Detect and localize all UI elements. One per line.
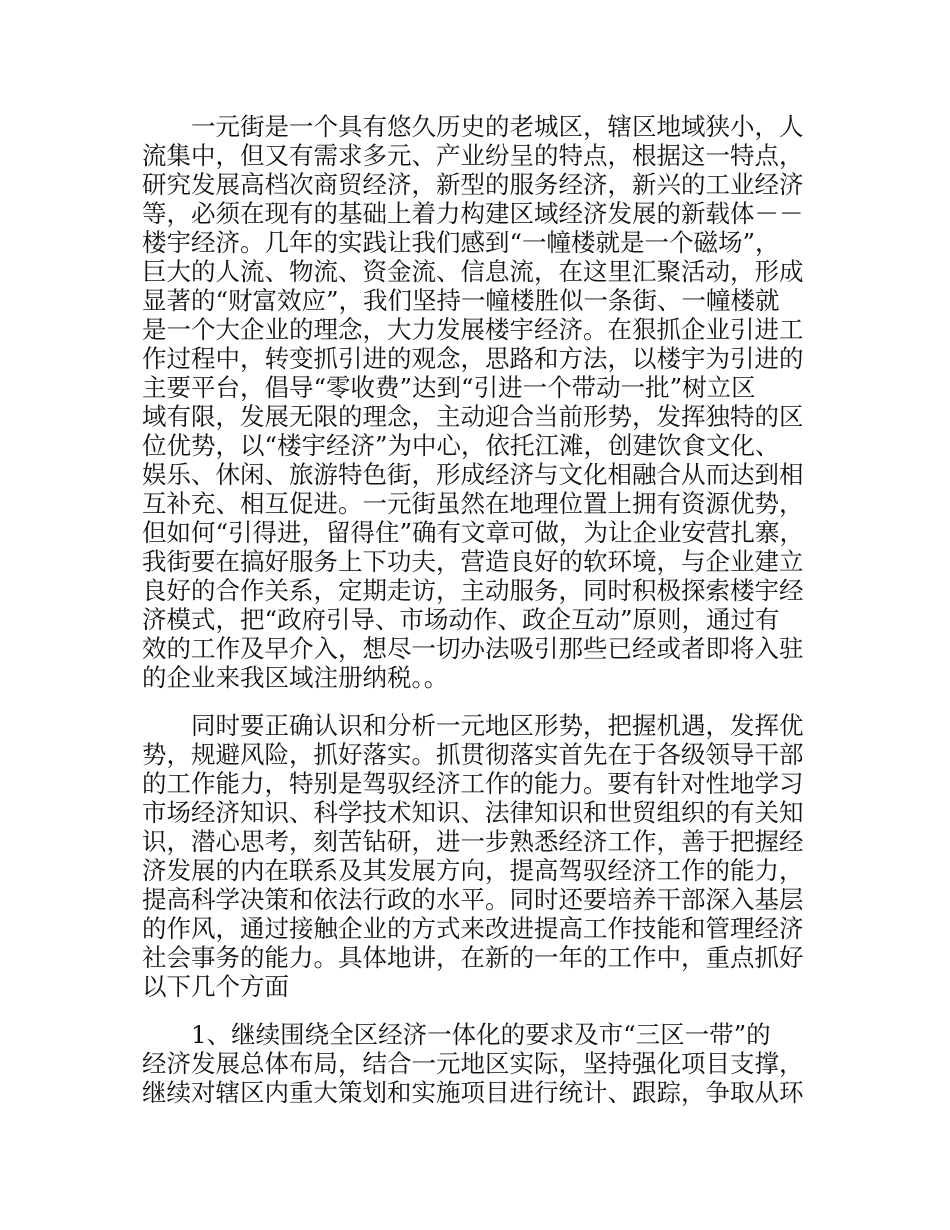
paragraph-1-line: 位优势，以“楼宇经济”为中心，依托江滩，创建饮食文化、 xyxy=(142,431,780,460)
paragraph-1-line: 研究发展高档次商贸经济，新型的服务经济，新兴的工业经济 xyxy=(142,170,804,199)
paragraph-1-line: 娱乐、休闲、旅游特色街，形成经济与文化相融合从而达到相 xyxy=(142,460,804,489)
paragraph-1-line: 是一个大企业的理念，大力发展楼宇经济。在狠抓企业引进工 xyxy=(142,315,804,344)
paragraph-1-line: 显著的“财富效应”，我们坚持一幢楼胜似一条街、一幢楼就 xyxy=(142,286,780,315)
paragraph-1-line: 流集中，但又有需求多元、产业纷呈的特点，根据这一特点， xyxy=(142,141,804,170)
paragraph-1-line: 域有限，发展无限的理念，主动迎合当前形势，发挥独特的区 xyxy=(142,402,804,431)
paragraph-1-line: 主要平台，倡导“零收费”达到“引进一个带动一批”树立区 xyxy=(142,373,756,402)
paragraph-2-line: 提高科学决策和依法行政的水平。同时还要培养干部深入基层 xyxy=(142,885,804,914)
paragraph-2-line: 以下几个方面 xyxy=(142,972,289,1001)
paragraph-1-line: 楼宇经济。几年的实践让我们感到“一幢楼就是一个磁场”， xyxy=(142,228,780,257)
paragraph-1-line: 等，必须在现有的基础上着力构建区域经济发展的新载体－－ xyxy=(142,199,804,228)
paragraph-2-line: 市场经济知识、科学技术知识、法律知识和世贸组织的有关知 xyxy=(142,798,804,827)
paragraph-1-line: 作过程中，转变抓引进的观念，思路和方法，以楼宇为引进的 xyxy=(142,344,804,373)
paragraph-1-line: 的企业来我区域注册纳税。。 xyxy=(142,663,449,692)
paragraph-2-line: 社会事务的能力。具体地讲，在新的一年的工作中，重点抓好 xyxy=(142,943,804,972)
paragraph-1-line: 一元街是一个具有悠久历史的老城区，辖区地域狭小，人 xyxy=(191,112,804,141)
paragraph-3-line: 经济发展总体布局，结合一元地区实际，坚持强化项目支撑， xyxy=(142,1049,804,1078)
paragraph-2-line: 的作风，通过接触企业的方式来改进提高工作技能和管理经济 xyxy=(142,914,804,943)
paragraph-2-line: 势，规避风险，抓好落实。抓贯彻落实首先在于各级领导干部 xyxy=(142,740,804,769)
paragraph-3-line: 1、继续围绕全区经济一体化的要求及市“三区一带”的 xyxy=(191,1020,771,1049)
paragraph-2-line: 识，潜心思考，刻苦钻研，进一步熟悉经济工作，善于把握经 xyxy=(142,827,804,856)
paragraph-1-line: 但如何“引得进，留得住”确有文章可做，为让企业安营扎寨， xyxy=(142,518,805,547)
paragraph-2-line: 的工作能力，特别是驾驭经济工作的能力。要有针对性地学习 xyxy=(142,769,804,798)
paragraph-1-line: 良好的合作关系，定期走访，主动服务，同时积极探索楼宇经 xyxy=(142,576,804,605)
paragraph-3-line: 继续对辖区内重大策划和实施项目进行统计、跟踪，争取从环 xyxy=(142,1078,804,1107)
paragraph-1-line: 效的工作及早介入，想尽一切办法吸引那些已经或者即将入驻 xyxy=(142,634,804,663)
paragraph-2-line: 济发展的内在联系及其发展方向，提高驾驭经济工作的能力， xyxy=(142,856,804,885)
paragraph-2-line: 同时要正确认识和分析一元地区形势，把握机遇，发挥优 xyxy=(191,711,804,740)
paragraph-1-line: 巨大的人流、物流、资金流、信息流，在这里汇聚活动，形成 xyxy=(142,257,804,286)
paragraph-1-line: 互补充、相互促进。一元街虽然在地理位置上拥有资源优势， xyxy=(142,489,804,518)
paragraph-1-line: 济模式，把“政府引导、市场动作、政企互动”原则，通过有 xyxy=(142,605,780,634)
paragraph-1-line: 我街要在搞好服务上下功夫，营造良好的软环境，与企业建立 xyxy=(142,547,804,576)
